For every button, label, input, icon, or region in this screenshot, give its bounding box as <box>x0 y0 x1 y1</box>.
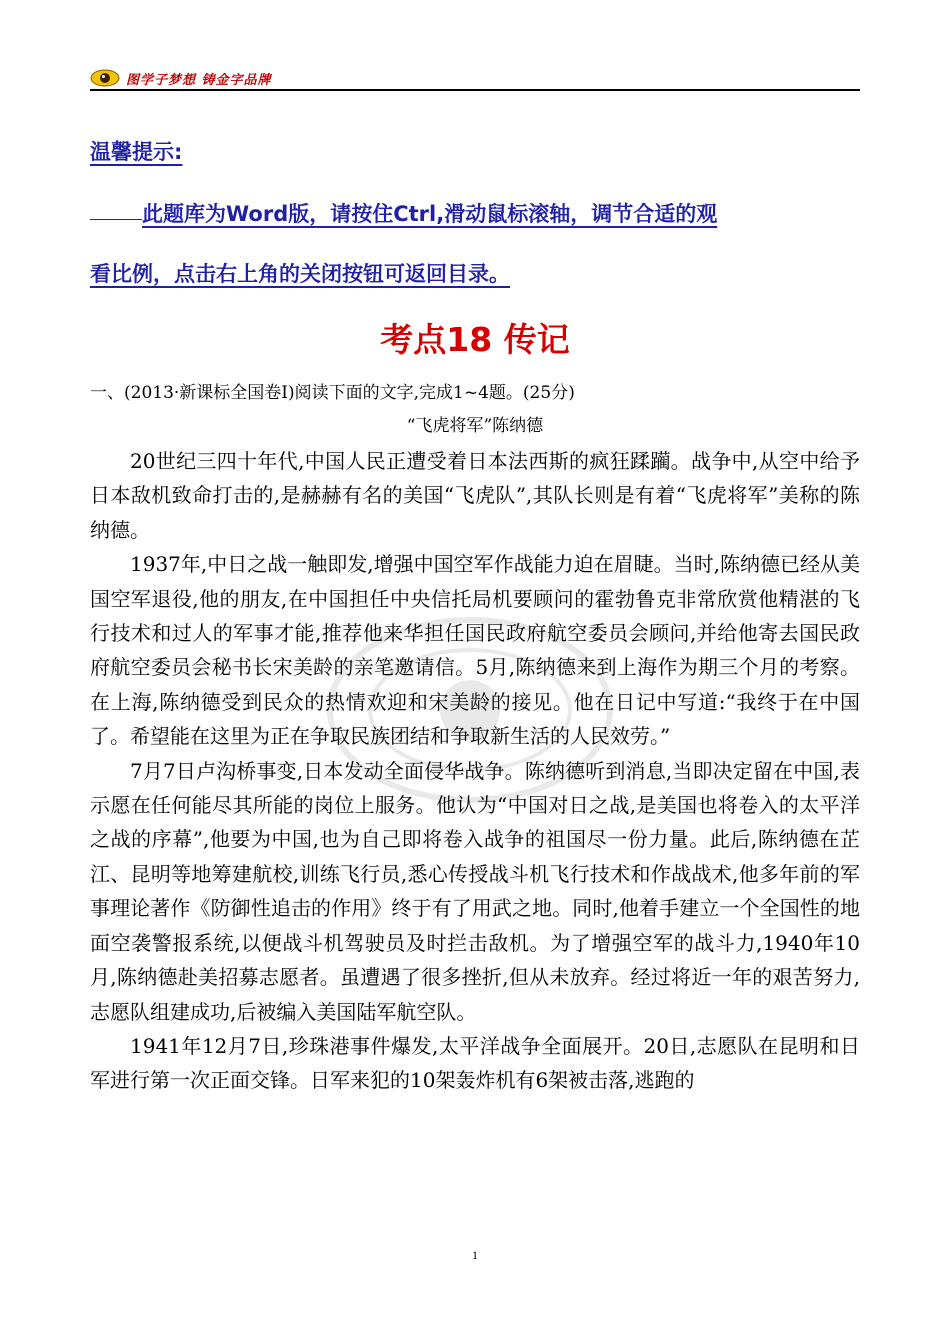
page-number: 1 <box>472 1248 478 1262</box>
paragraph: 20世纪三四十年代,中国人民正遭受着日本法西斯的疯狂蹂躏。战争中,从空中给予日本敌机致命打击的,是赫赫有名的美国“飞虎队”,其队长则是有着“飞虎将军”美称的陈纳德。 <box>90 449 860 542</box>
section-title: 考点18 传记 <box>380 320 570 359</box>
tip-line-1: 此题库为Word版，请按住Ctrl,滑动鼠标滚轴，调节合适的观 <box>90 198 717 228</box>
logo-eye-icon <box>90 68 120 88</box>
header-brand-text: 图学子梦想 铸金字品牌 <box>126 73 272 88</box>
paragraph: 1941年12月7日,珍珠港事件爆发,太平洋战争全面展开。20日,志愿队在昆明和日军进行第一次正面交锋。日军来犯的10架轰炸机有6架被击落,逃跑的 <box>90 1033 860 1093</box>
paragraph: 1937年,中日之战一触即发,增强中国空军作战能力迫在眉睫。当时,陈纳德已经从美国空军退役,他的朋友,在中国担任中央信托局机要顾问的霍勃鲁克非常欣赏他精湛的飞行技术和过人的军事才能,推荐他来华担任国民政府航空委员会顾问,并给他寄去国民政府航空委员会秘书长宋美龄的亲笔邀请信。5月,陈纳德来到上海作为期三个月的考察。在上海,陈纳德受到民众的热情欢迎和宋美龄的接见。他在日记中写道:“我终于在中国了。希望能在这里为正在争取民族团结和争取新生活的人民效劳。” <box>90 552 860 749</box>
tip-line-2: 看比例，点击右上角的关闭按钮可返回目录。 <box>90 262 510 286</box>
paragraph: 7月7日卢沟桥事变,日本发动全面侵华战争。陈纳德听到消息,当即决定留在中国,表示愿在任何能尽其所能的岗位上服务。他认为“中国对日之战,是美国也将卷入的太平洋之战的序幕”,他要为中国,也为自己即将卷入战争的祖国尽一份力量。此后,陈纳德在芷江、昆明等地筹建航校,训练飞行员,悉心传授战斗机飞行技术和作战战术,他多年前的军事理论著作《防御性追击的作用》终于有了用武之地。同时,他着手建立一个全国性的地面空袭警报系统,以便战斗机驾驶员及时拦击敌机。为了增强空军的战斗力,1940年10月,陈纳德赴美招募志愿者。虽遭遇了很多挫折,但从未放弃。经过将近一年的艰苦努力,志愿队组建成功,后被编入美国陆军航空队。 <box>90 758 860 1024</box>
header-divider <box>90 89 860 91</box>
tip-heading: 温馨提示: <box>90 140 183 164</box>
article-title: “飞虎将军”陈纳德 <box>406 416 544 436</box>
article-body <box>90 444 860 1098</box>
question-header: 一、(2013·新课标全国卷Ⅰ)阅读下面的文字,完成1~4题。(25分) <box>90 383 575 403</box>
page-header <box>90 66 860 90</box>
